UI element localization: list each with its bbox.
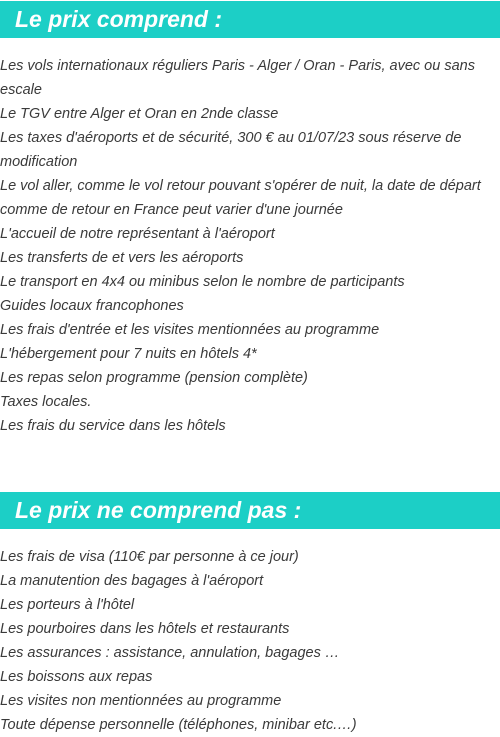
list-item: Le transport en 4x4 ou minibus selon le nombre de participants <box>0 274 405 290</box>
list-item: Les transferts de et vers les aéroports <box>0 250 244 266</box>
includes-heading: Le prix comprend : <box>15 6 223 32</box>
list-item: Le TGV entre Alger et Oran en 2nde classe <box>0 106 279 122</box>
list-item: L'hébergement pour 7 nuits en hôtels 4* <box>0 346 257 362</box>
list-item: Les frais d'entrée et les visites mentionnées au programme <box>0 322 380 338</box>
list-item: Les vols internationaux réguliers Paris - Alger / Oran - Paris, avec ou sans escale <box>0 58 475 98</box>
includes-heading-band <box>0 1 500 38</box>
list-item: Le vol aller, comme le vol retour pouvant s'opérer de nuit, la date de départ comme de retour en France peut varier d'une journée <box>0 178 481 218</box>
list-item: La manutention des bagages à l'aéroport <box>0 573 264 589</box>
excludes-heading: Le prix ne comprend pas : <box>15 497 302 523</box>
list-item: Toute dépense personnelle (téléphones, minibar etc.…) <box>0 717 357 733</box>
list-item: Les porteurs à l'hôtel <box>0 597 135 613</box>
list-item: Les boissons aux repas <box>0 669 153 685</box>
list-item: Les taxes d'aéroports et de sécurité, 300 € au 01/07/23 sous réserve de modification <box>0 130 462 170</box>
includes-list <box>0 54 500 438</box>
list-item: Les visites non mentionnées au programme <box>0 693 282 709</box>
excludes-heading-band <box>0 492 500 529</box>
list-item: Les pourboires dans les hôtels et restaurants <box>0 621 290 637</box>
list-item: Les assurances : assistance, annulation, bagages … <box>0 645 340 661</box>
excludes-list <box>0 545 500 737</box>
list-item: L'accueil de notre représentant à l'aéroport <box>0 226 275 242</box>
list-item: Les frais de visa (110€ par personne à ce jour) <box>0 549 299 565</box>
list-item: Les repas selon programme (pension complète) <box>0 370 308 386</box>
list-item: Les frais du service dans les hôtels <box>0 418 226 434</box>
list-item: Taxes locales. <box>0 394 92 410</box>
list-item: Guides locaux francophones <box>0 298 184 314</box>
